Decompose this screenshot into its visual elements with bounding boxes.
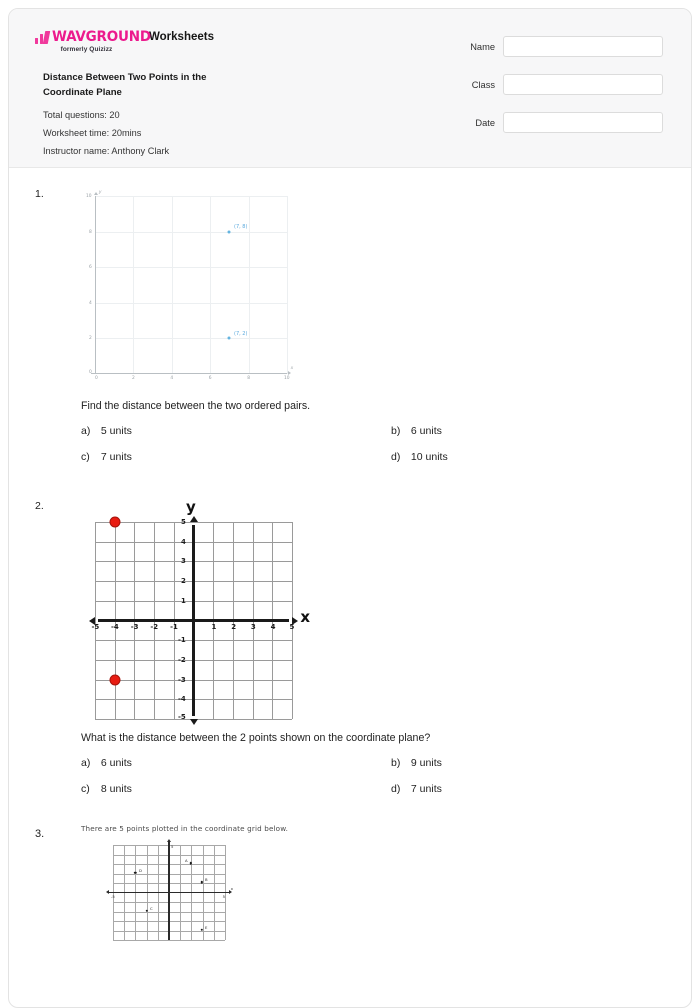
graph-2-xtick-neg2: -2 [150,623,159,631]
question-2-options [81,757,691,795]
class-label: Class [471,79,495,90]
question-1 [9,188,691,463]
instructor-name: Instructor name: Anthony Clark [43,146,170,156]
question-1-option-c[interactable]: c) 7 units [81,451,132,463]
graph-1-ytick-10: 10 [86,194,92,199]
graph-1-ytick-6: 6 [89,265,92,271]
graph-2-xtick-neg1: -1 [170,623,178,631]
graph-1-point-2-label: (7, 2) [234,330,248,337]
graph-2-y-axis-label: y [186,498,196,516]
graph-2-plot-area [91,498,310,721]
student-info-fields [433,36,663,150]
question-3-prompt: There are 5 points plotted in the coordinate grid below. [81,824,289,833]
question-2-option-a[interactable]: a) 6 units [81,757,132,769]
graph-3-xtick-neg5: -5 [111,894,115,899]
graph-1-xtick-4: 4 [170,376,174,381]
question-2-option-b[interactable]: b) 9 units [391,757,442,769]
graph-2-xtick-neg4: -4 [111,623,119,631]
graph-2-xtick-4: 4 [270,623,276,631]
graph-1-y-axis [95,196,96,374]
logo-bars-icon [35,31,49,44]
graph-2-y-arrow-up-icon [190,516,198,522]
graph-1-point-1-label: (7, 8) [234,224,248,230]
name-label: Name [470,41,495,52]
question-1-graph [83,188,295,386]
date-input[interactable] [503,112,663,133]
graph-3-point-b-label: B [205,877,208,882]
question-1-option-d[interactable]: d) 10 units [391,451,448,463]
worksheet-meta [43,71,303,160]
worksheet-time: Worksheet time: 20mins [43,128,142,138]
graph-3-y-arrow-icon [167,839,171,842]
graph-3-point-d-label: D [139,868,142,873]
graph-2-x-axis [98,619,289,622]
graph-1-ytick-4: 4 [89,300,92,306]
wayground-logo [35,28,151,53]
worksheets-label: Worksheets [149,31,214,43]
graph-3-x-axis [109,892,229,894]
question-2-prompt: What is the distance between the 2 points shown on the coordinate plane? [81,732,431,744]
graph-2-xtick-1: 1 [211,623,217,631]
graph-2-x-axis-label: x [300,608,310,626]
name-input[interactable] [503,36,663,57]
graph-2-ytick-neg4: -4 [178,695,186,704]
graph-2-point-1 [109,517,120,528]
question-3-number: 3. [35,828,45,840]
graph-2-ytick-3: 3 [181,557,186,566]
graph-1-y-arrow-icon [94,192,98,195]
graph-1-plot-area [86,189,293,381]
question-1-prompt: Find the distance between the two ordered pairs. [81,400,311,412]
question-2-graph [85,498,310,721]
graph-1-xtick-0: 0 [95,376,98,381]
graph-1-xtick-10: 10 [284,376,290,381]
question-2-option-c[interactable]: c) 8 units [81,783,132,795]
graph-1-x-arrow-icon [288,371,291,375]
graph-2-ytick-4: 4 [181,537,186,546]
question-1-option-b[interactable]: b) 6 units [391,425,442,437]
graph-2-xtick-5: 5 [289,623,295,631]
graph-1-ytick-8: 8 [89,229,92,235]
page-title: Distance Between Two Points in the Coordinate Plane [43,72,207,98]
graph-2-xtick-neg3: -3 [130,623,139,631]
logo-wordmark: WAVGROUND [52,28,151,46]
graph-2-ytick-neg1: -1 [178,636,186,645]
graph-3-point-c-label: C [150,906,153,911]
graph-3-ytick-5: 5 [171,844,174,849]
worksheet-header [9,9,691,168]
questions-body [9,188,691,934]
graph-1-x-axis [91,373,287,374]
graph-2-ytick-5: 5 [181,518,186,526]
graph-2-ytick-neg5: -5 [178,713,186,721]
graph-1-ytick-0: 0 [89,370,92,375]
question-2 [9,500,691,795]
graph-3-x-arrow-left-icon [106,890,109,894]
worksheet-page [8,8,692,1008]
graph-1-ytick-2: 2 [89,336,92,342]
graph-3-x-axis-label: x [230,886,233,891]
graph-1-point-1 [228,230,231,233]
class-input[interactable] [503,74,663,95]
graph-2-xtick-neg5: -5 [91,623,100,631]
graph-1-x-axis-label: x [290,365,293,370]
graph-2-point-2 [109,674,120,685]
graph-2-ytick-1: 1 [181,596,186,605]
graph-2-xtick-2: 2 [231,623,237,631]
field-row-name [433,36,663,57]
question-1-options [81,425,691,463]
graph-2-ytick-2: 2 [181,577,186,586]
graph-2-ytick-neg2: -2 [178,655,186,664]
graph-1-y-axis-label: y [99,189,102,194]
graph-2-xtick-3: 3 [250,623,256,631]
graph-2-y-arrow-down-icon [190,719,198,725]
brand-row [35,29,214,53]
graph-1-xtick-8: 8 [247,376,250,381]
graph-3-plot-area [111,844,233,940]
graph-1-xtick-6: 6 [208,376,212,381]
question-3-graph [105,839,235,934]
question-1-number: 1. [35,188,44,200]
logo-tagline: formerly Quizizz [60,46,113,53]
graph-3-point-e-label: E [205,925,208,930]
field-row-class [433,74,663,95]
graph-2-ytick-neg3: -3 [178,675,186,684]
question-3 [9,824,691,934]
graph-1-xtick-2: 2 [132,376,135,381]
question-2-number: 2. [35,500,44,512]
date-label: Date [475,117,495,128]
field-row-date [433,112,663,133]
question-2-option-d[interactable]: d) 7 units [391,783,442,795]
graph-1-point-2 [228,337,231,340]
question-1-option-a[interactable]: a) 5 units [81,425,132,437]
graph-3-xtick-5: 5 [222,894,225,899]
graph-3-point-a-label: A [185,858,188,863]
total-questions: Total questions: 20 [43,110,120,120]
